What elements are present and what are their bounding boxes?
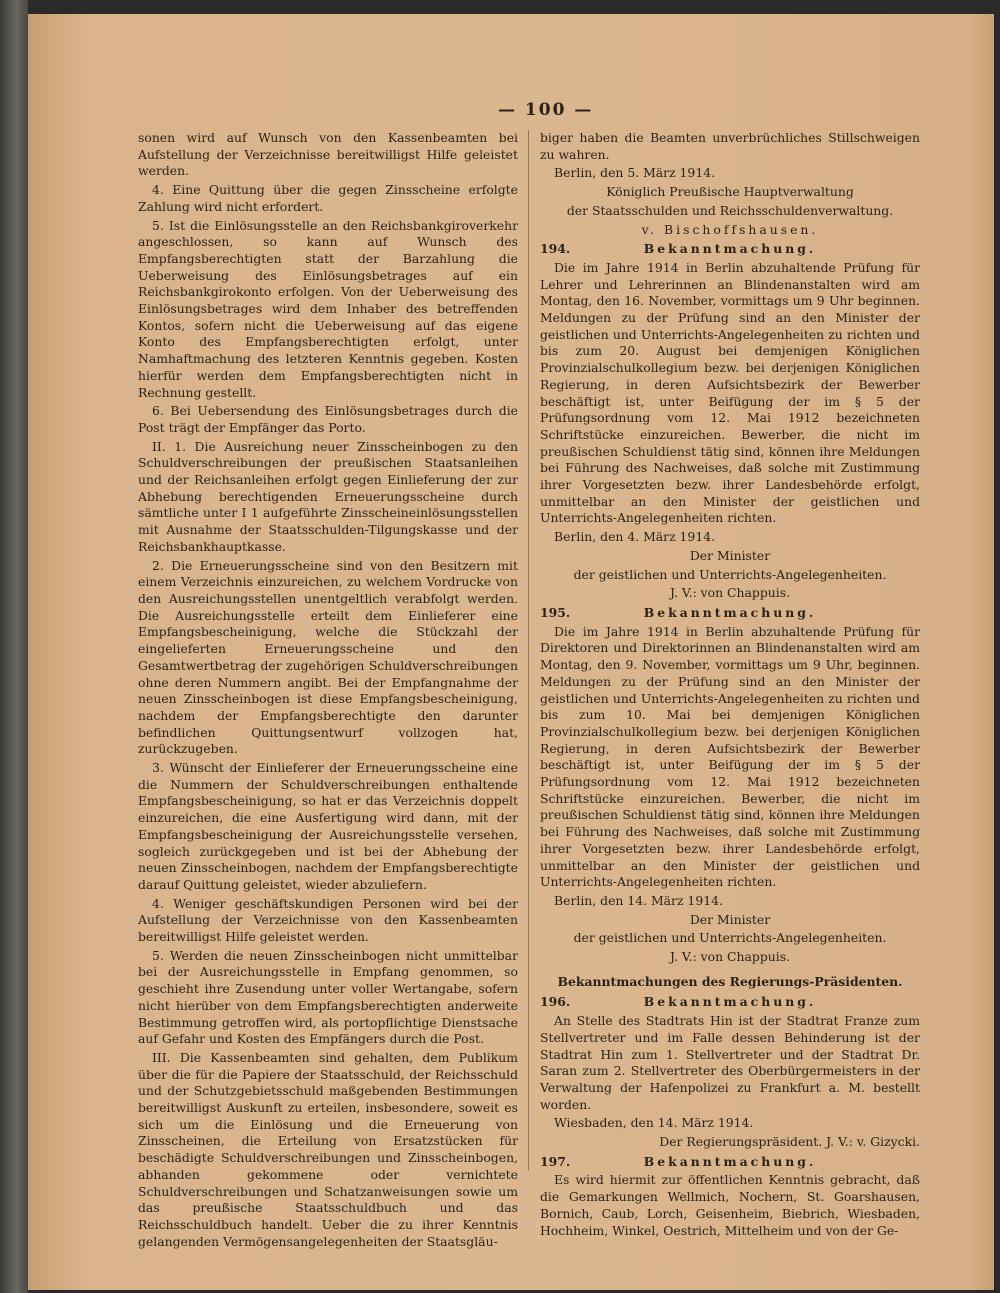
- left-paragraph: 5. Werden die neuen Zinsscheinbogen nicht unmittelbar bei der Ausreichungsstelle in Empfang genommen, so geschieht ihre Zusendung unter voller Wertangabe, sofern nicht hierüber von dem Empfangsberechtigten anderweite Bestimmung getroffen wird, als portopflichtige Dienstsache auf Gefahr und Kosten des Empfängers durch die Post.: [138, 947, 518, 1047]
- announcement-text: Die im Jahre 1914 in Berlin abzuhaltende Prüfung für Direktoren und Direktorinnen an Blindenanstalten wird am Montag, den 9. November, vormittags um 9 Uhr, beginnen. Meldungen zu der Prüfung sind an den Minister der geistlichen und Unterrichts-Angelegenheiten zu richten und bis zum 10. Mai bei demjenigen Königlichen Provinzialschulkollegium bezw. bei derjenigen Königlichen Regierung, in deren Aufsichtsbezirk der Bewerber beschäftigt ist, unter Beifügung der im § 5 der Prüfungsordnung vom 12. Mai 1912 bezeichneten Schriftstücke einzureichen. Bewerber, die nicht im preußischen Schuldienst tätig sind, können ihre Meldungen bei Führung des Nachweises, daß solche mit Zustimmung ihrer Vorgesetzten bezw. ihrer Landesbehörde erfolgt, unmittelbar an den Minister der geistlichen und Unterrichts-Angelegenheiten richten.: [540, 623, 920, 890]
- section-heading: Bekanntmachungen des Regierungs-Präsidenten.: [557, 973, 903, 989]
- date-line: Berlin, den 4. März 1914.: [554, 529, 716, 545]
- announcement-text: Es wird hiermit zur öffentlichen Kenntnis gebracht, daß die Gemarkungen Wellmich, Nochern, St. Goarshausen, Bornich, Caub, Lorch, Geisenheim, Biebrich, Wiesbaden, Hochheim, Winkel, Oestrich, Mittelheim und von der Ge-: [540, 1172, 920, 1238]
- signature-line: Königlich Preußische Hauptverwaltung: [606, 184, 854, 200]
- date-line: Berlin, den 14. März 1914.: [554, 892, 723, 908]
- column-divider: [528, 130, 529, 1170]
- left-paragraph: 2. Die Erneuerungsscheine sind von den Besitzern mit einem Verzeichnis einzureichen, zu welchem Vordrucke von den Ausreichungsstellen unentgeltlich verabfolgt werden. Die Ausreichungsstelle erteilt dem Einlieferer eine Empfangsbescheinigung, welche die Stückzahl der eingelieferten Erneuerungsscheine und den Gesamtwertbetrag der zugehörigen Schuldverschreibungen ohne deren Nummern angibt. Bei der Empfangnahme der neuen Zinsscheinbogen ist diese Empfangsbescheinigung, nachdem der Empfangsberechtigte den darunter befindlichen Quittungsentwurf vollzogen hat, zurückzugeben.: [138, 557, 518, 757]
- left-paragraph: 5. Ist die Einlösungsstelle an den Reichsbankgiroverkehr angeschlossen, so kann auf Wunsch des Empfangsberechtigten statt der Barzahlung die Ueberweisung des Einlösungsbetrages auf ein Reichsbankgirokonto erfolgen. Von der Ueberweisung des Einlösungsbetrages wird dem Inhaber des betreffenden Kontos, sofern nicht die Ueberweisung auf das eigene Konto des Empfangsberechtigten erfolgt, unter Namhaftmachung des letzteren Kenntnis gegeben. Kosten hierfür werden dem Empfangsberechtigten nicht in Rechnung gestellt.: [138, 217, 518, 400]
- announcement-header-194: [540, 241, 920, 258]
- announcement-title: Bekanntmachung.: [643, 604, 817, 620]
- announcement-header-197: [540, 1154, 920, 1171]
- announcement-number: 195.: [540, 604, 571, 620]
- announcement-title: Bekanntmachung.: [643, 994, 817, 1010]
- announcement-number: 196.: [540, 994, 571, 1010]
- signature-line: der Staatsschulden und Reichsschuldenverwaltung.: [566, 202, 894, 218]
- announcement-text: Die im Jahre 1914 in Berlin abzuhaltende Prüfung für Lehrer und Lehrerinnen an Blindenanstalten wird am Montag, den 16. November, vormittags um 9 Uhr beginnen. Meldungen zu der Prüfung sind an den Minister der geistlichen und Unterrichts-Angelegenheiten zu richten und bis zum 20. August bei demjenigen Königlichen Provinzialschulkollegium bezw. bei derjenigen Königlichen Regierung, in deren Aufsichtsbezirk der Bewerber beschäftigt ist, unter Beifügung der im § 5 der Prüfungsordnung vom 12. Mai 1912 bezeichneten Schriftstücke einzureichen. Bewerber, die nicht im preußischen Schuldienst tätig sind, können ihre Meldungen bei Führung des Nachweises, daß solche mit Zustimmung ihrer Vorgesetzten bezw. ihrer Landesbehörde erfolgt, unmittelbar an den Minister der geistlichen und Unterrichts-Angelegenheiten richten.: [540, 259, 920, 526]
- left-paragraph: 3. Wünscht der Einlieferer der Erneuerungsscheine eine die Nummern der Schuldverschreibungen enthaltende Empfangsbescheinigung, so hat er das Verzeichnis doppelt einzureichen, die eine Ausfertigung wird dann, mit der Empfangsbescheinigung der Ausreichungsstelle versehen, sogleich zurückgegeben und ist bei der Abhebung der neuen Zinsscheinbogen, nachdem der Empfangsberechtigte darauf Quittung geleistet, wieder abzuliefern.: [138, 760, 518, 892]
- binding-edge: [0, 0, 28, 1293]
- announcement-header-195: [540, 605, 920, 622]
- signature-line: der geistlichen und Unterrichts-Angelegenheiten.: [573, 930, 887, 946]
- announcement-title: Bekanntmachung.: [643, 241, 817, 257]
- signature-line: der geistlichen und Unterrichts-Angelegenheiten.: [573, 566, 887, 582]
- signature-line: Der Minister: [689, 911, 771, 927]
- announcement-number: 194.: [540, 241, 571, 257]
- right-column: [540, 130, 920, 1241]
- date-line: Wiesbaden, den 14. März 1914.: [554, 1115, 754, 1131]
- left-column: [138, 130, 518, 1252]
- signature-line: J. V.: von Chappuis.: [669, 949, 791, 965]
- left-paragraph: 4. Weniger geschäftskundigen Personen wird bei der Aufstellung der Verzeichnisse von den Kassenbeamten bereitwilligst Hilfe geleistet werden.: [138, 895, 518, 945]
- announcement-header-196: [540, 994, 920, 1011]
- signature-line: Der Minister: [689, 547, 771, 563]
- signature-line: v. Bischoffshausen.: [641, 221, 819, 237]
- announcement-text: An Stelle des Stadtrats Hin ist der Stadtrat Franze zum Stellvertreter und im Falle dessen Behinderung ist der Stadtrat Hin zum 1. Stellvertreter und der Stadtrat Dr. Saran zum 2. Stellvertreter des Oberbürgermeisters in der Verwaltung der Hafenpolizei zu Frankfurt a. M. bestellt worden.: [540, 1013, 920, 1112]
- signature-line: J. V.: von Chappuis.: [669, 585, 791, 601]
- left-paragraph: sonen wird auf Wunsch von den Kassenbeamten bei Aufstellung der Verzeichnisse bereitwilligst Hilfe geleistet werden.: [138, 130, 518, 179]
- left-paragraph: III. Die Kassenbeamten sind gehalten, dem Publikum über die für die Papiere der Staatsschuld, der Reichsschuld und der Schutzgebietsschuld maßgebenden Bestimmungen bereitwilligst Auskunft zu erteilen, insbesondere, soweit es sich um die Einlösung und die Erneuerung von Zinsscheinen, die Erteilung von Ersatzstücken für beschädigte Schuldverschreibungen und Zinsscheinbogen, abhanden gekommene oder vernichtete Schuldverschreibungen und Schatzanweisungen sowie um das preußische Staatsschuldbuch und das Reichsschuldbuch handelt. Ueber die zu ihrer Kenntnis gelangenden Vermögensangelegenheiten der Staatsgläu-: [138, 1049, 518, 1249]
- announcement-number: 197.: [540, 1153, 571, 1169]
- left-paragraph: 6. Bei Uebersendung des Einlösungsbetrages durch die Post trägt der Empfänger das Porto.: [138, 403, 518, 435]
- left-paragraph: 4. Eine Quittung über die gegen Zinsscheine erfolgte Zahlung wird nicht erfordert.: [138, 182, 518, 214]
- announcement-title: Bekanntmachung.: [643, 1153, 817, 1169]
- left-paragraph: II. 1. Die Ausreichung neuer Zinsscheinbogen zu den Schuldverschreibungen der preußischen Staatsanleihen und der Reichsanleihen erfolgt gegen Einlieferung der zur Abhebung berechtigenden Erneuerungsscheine durch sämtliche unter I 1 aufgeführte Zinsscheineinlösungsstellen mit Ausnahme der Staatsschulden-Tilgungskasse und der Reichsbankhauptkasse.: [138, 438, 518, 554]
- date-line: Berlin, den 5. März 1914.: [554, 165, 716, 181]
- page-number: — 100 —: [498, 100, 594, 120]
- right-paragraph: biger haben die Beamten unverbrüchliches Stillschweigen zu wahren.: [540, 130, 920, 162]
- signature-line: Der Regierungspräsident. J. V.: v. Gizycki.: [659, 1134, 920, 1150]
